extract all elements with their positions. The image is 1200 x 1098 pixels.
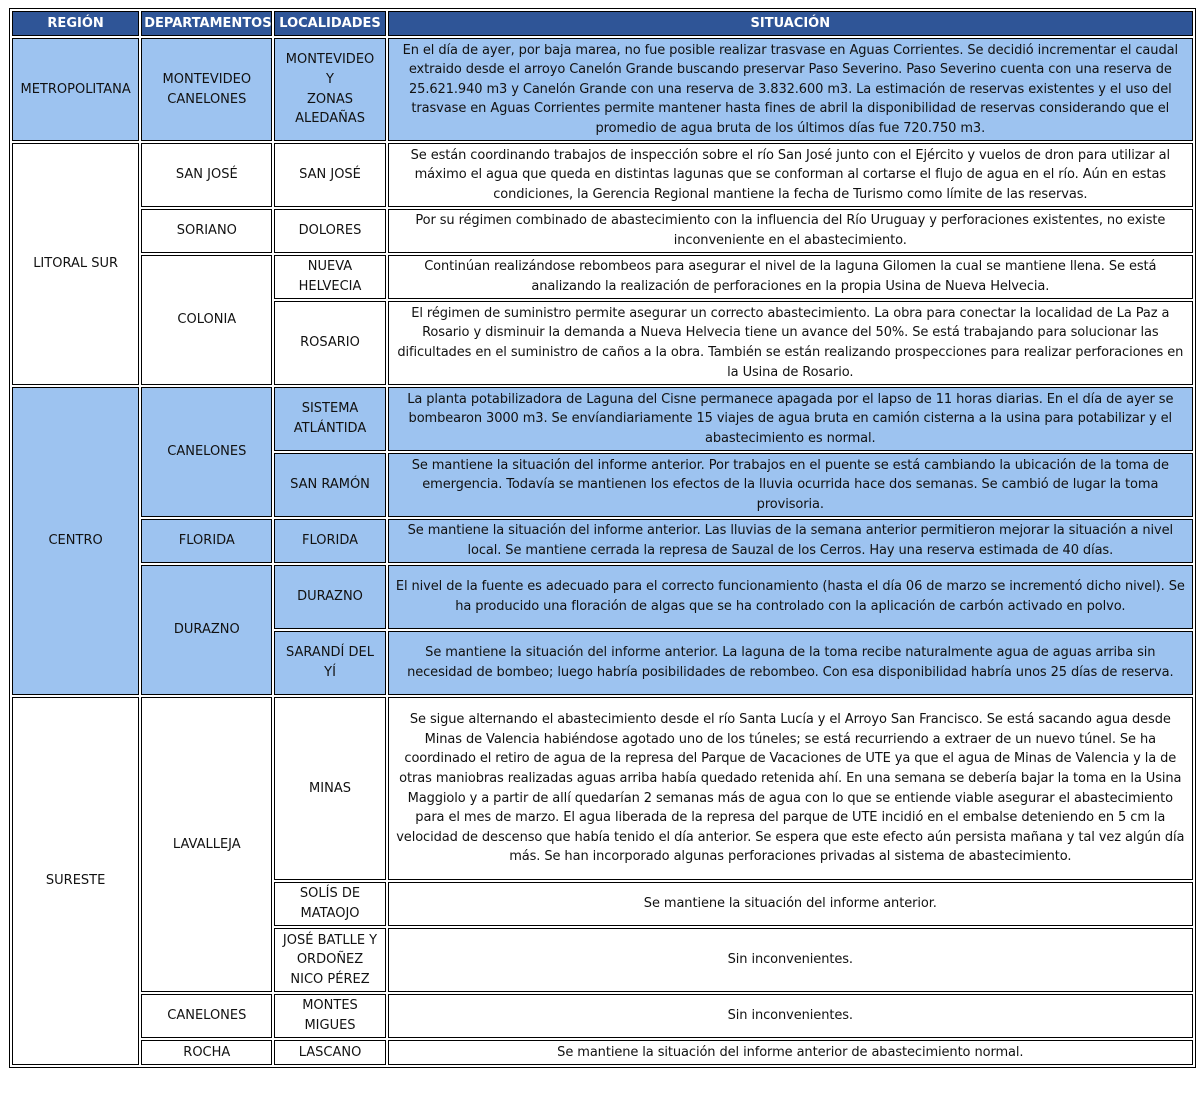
region-cell: CENTRO [12, 387, 139, 695]
region-cell: METROPOLITANA [12, 38, 139, 141]
table-row [12, 255, 1193, 299]
departamento-cell: COLONIA [141, 255, 272, 385]
localidad-cell: SOLÍS DE MATAOJO [274, 882, 385, 926]
localidad-cell: SAN JOSÉ [274, 143, 385, 207]
situacion-cell: Por su régimen combinado de abastecimiento con la influencia del Río Uruguay y perforaciones existentes, no existe inconveniente en el abastecimiento. [388, 209, 1193, 253]
situacion-cell: Se mantiene la situación del informe anterior. Por trabajos en el puente se está cambiando la ubicación de la toma de emergencia. Todavía se mantienen los efectos de la lluvia ocurrida hace dos semanas. Se cambió de lugar la toma provisoria. [388, 453, 1193, 517]
localidad-cell: FLORIDA [274, 519, 385, 563]
situacion-table [9, 8, 1196, 1068]
header-row [12, 11, 1193, 36]
table-row [12, 38, 1193, 141]
table-row [12, 143, 1193, 207]
table-row [12, 387, 1193, 451]
header-localidades: LOCALIDADES [274, 11, 385, 36]
localidad-cell: ROSARIO [274, 301, 385, 385]
header-region: REGIÓN [12, 11, 139, 36]
situacion-cell: Se mantiene la situación del informe anterior de abastecimiento normal. [388, 1040, 1193, 1065]
table-row [12, 1040, 1193, 1065]
localidad-cell: MONTES MIGUES [274, 994, 385, 1038]
situacion-cell: Se mantiene la situación del informe anterior. [388, 882, 1193, 926]
localidad-cell: DOLORES [274, 209, 385, 253]
situacion-cell: Se mantiene la situación del informe anterior. La laguna de la toma recibe naturalmente agua de aguas arriba sin necesidad de bombeo; luego habría posibilidades de rebombeo. Con esa disponibilidad habría unos 25 días de reserva. [388, 631, 1193, 695]
departamento-cell: CANELONES [141, 387, 272, 517]
localidad-cell: SARANDÍ DEL YÍ [274, 631, 385, 695]
situacion-cell: Sin inconvenientes. [388, 928, 1193, 992]
departamento-cell: CANELONES [141, 994, 272, 1038]
situacion-cell: En el día de ayer, por baja marea, no fue posible realizar trasvase en Aguas Corrientes. Se decidió incrementar el caudal extraido desde el arroyo Canelón Grande buscando preservar Paso Severino. Paso Severino cuenta con una reserva de 25.621.940 m3 y Canelón Grande con una reserva de 3.832.600 m3. La estimación de reservas existentes y el uso del trasvase en Aguas Corrientes permite mantener hasta fines de abril la disponibilidad de reservas considerando que el promedio de agua bruta de los últimos días fue 720.750 m3. [388, 38, 1193, 141]
localidad-cell: MONTEVIDEO Y ZONAS ALEDAÑAS [274, 38, 385, 141]
localidad-cell: SISTEMA ATLÁNTIDA [274, 387, 385, 451]
situacion-cell: Continúan realizándose rebombeos para asegurar el nivel de la laguna Gilomen la cual se mantiene llena. Se está analizando la realización de perforaciones en la propia Usina de Nueva Helvecia. [388, 255, 1193, 299]
localidad-cell: LASCANO [274, 1040, 385, 1065]
table-row [12, 697, 1193, 880]
situacion-cell: Se están coordinando trabajos de inspección sobre el río San José junto con el Ejército y vuelos de dron para utilizar al máximo el agua que queda en distintas lagunas que se conforman al cortarse el flujo de agua en el río. Aún en estas condiciones, la Gerencia Regional mantiene la fecha de Turismo como límite de las reservas. [388, 143, 1193, 207]
table-row [12, 209, 1193, 253]
header-situacion: SITUACIÓN [388, 11, 1193, 36]
localidad-cell: JOSÉ BATLLE Y ORDOÑEZ NICO PÉREZ [274, 928, 385, 992]
situacion-cell: El nivel de la fuente es adecuado para el correcto funcionamiento (hasta el día 06 de marzo se incrementó dicho nivel). Se ha producido una floración de algas que se ha controlado con la aplicación de carbón activado en polvo. [388, 565, 1193, 629]
departamento-cell: SAN JOSÉ [141, 143, 272, 207]
situacion-cell: Se sigue alternando el abastecimiento desde el río Santa Lucía y el Arroyo San Francisco. Se está sacando agua desde Minas de Valencia habiéndose agotado uno de los túneles; se está recurriendo a extraer de un nuevo túnel. Se ha coordinado el retiro de agua de la represa del Parque de Vacaciones de UTE ya que el agua de Minas de Valencia y la de otras maniobras realizadas aguas arriba había quedado retenida ahí. En una semana se debería bajar la toma en la Usina Maggiolo y a partir de allí quedarían 2 semanas más de agua con lo que se entiende viable asegurar el abastecimiento para el mes de marzo. El agua liberada de la represa del parque de UTE incidió en el embalse deteniendo en 5 cm la velocidad de descenso que había tenido el día anterior. Se espera que este efecto aún persista mañana y tal vez algún día más. Se han incorporado algunas perforaciones privadas al sistema de abastecimiento. [388, 697, 1193, 880]
departamento-cell: SORIANO [141, 209, 272, 253]
region-cell: LITORAL SUR [12, 143, 139, 385]
localidad-cell: DURAZNO [274, 565, 385, 629]
situacion-cell: El régimen de suministro permite asegurar un correcto abastecimiento. La obra para conectar la localidad de La Paz a Rosario y disminuir la demanda a Nueva Helvecia tiene un avance del 50%. Se está trabajando para solucionar las dificultades en el suministro de caños a la obra. También se están realizando prospecciones para realizar perforaciones en la Usina de Rosario. [388, 301, 1193, 385]
departamento-cell: MONTEVIDEO CANELONES [141, 38, 272, 141]
table-row [12, 994, 1193, 1038]
situacion-cell: La planta potabilizadora de Laguna del Cisne permanece apagada por el lapso de 11 horas diarias. En el día de ayer se bombearon 3000 m3. Se envíandiariamente 15 viajes de agua bruta en camión cisterna a la usina para potabilizar y el abastecimiento es normal. [388, 387, 1193, 451]
situacion-cell: Se mantiene la situación del informe anterior. Las lluvias de la semana anterior permitieron mejorar la situación a nivel local. Se mantiene cerrada la represa de Sauzal de los Cerros. Hay una reserva estimada de 40 días. [388, 519, 1193, 563]
situacion-cell: Sin inconvenientes. [388, 994, 1193, 1038]
table-row [12, 519, 1193, 563]
departamento-cell: DURAZNO [141, 565, 272, 695]
header-departamentos: DEPARTAMENTOS [141, 11, 272, 36]
localidad-cell: NUEVA HELVECIA [274, 255, 385, 299]
departamento-cell: FLORIDA [141, 519, 272, 563]
localidad-cell: SAN RAMÓN [274, 453, 385, 517]
departamento-cell: ROCHA [141, 1040, 272, 1065]
departamento-cell: LAVALLEJA [141, 697, 272, 992]
region-cell: SURESTE [12, 697, 139, 1065]
table-row [12, 565, 1193, 629]
localidad-cell: MINAS [274, 697, 385, 880]
